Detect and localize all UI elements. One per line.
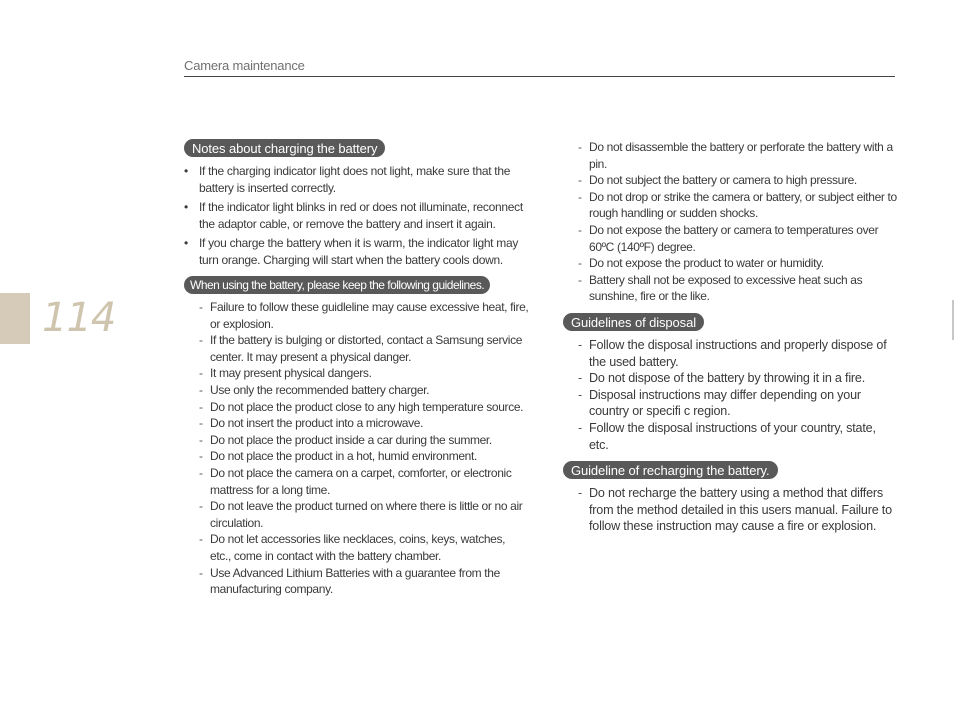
charging-notes-section — [184, 139, 529, 268]
page-number: 114 — [42, 295, 116, 341]
battery-guidelines-list — [199, 299, 529, 598]
list-item: - Do not expose the battery or camera to temperatures over 60ºC (140ºF) degree. — [578, 222, 898, 255]
disposal-section — [563, 313, 898, 453]
list-item: - Do not place the product in a hot, humid environment. — [199, 448, 529, 465]
list-item: - Use only the recommended battery charger. — [199, 382, 529, 399]
list-item: - Do not drop or strike the camera or battery, or subject either to rough handling or sudden shocks. — [578, 189, 898, 222]
recharging-heading: Guideline of recharging the battery. — [563, 461, 778, 479]
list-item: - Disposal instructions may differ depending on your country or specifi c region. — [578, 387, 898, 420]
charging-notes-heading: Notes about charging the battery — [184, 139, 385, 157]
list-item: - Do not insert the product into a microwave. — [199, 415, 529, 432]
list-item: - If the battery is bulging or distorted, contact a Samsung service center. It may present a physical danger. — [199, 332, 529, 365]
list-item: - Do not place the product inside a car during the summer. — [199, 432, 529, 449]
page-side-tab — [0, 293, 30, 344]
list-item: - Do not disassemble the battery or perforate the battery with a pin. — [578, 139, 898, 172]
left-column — [184, 139, 529, 598]
list-item: - Do not place the product close to any high temperature source. — [199, 399, 529, 416]
list-item: - Do not recharge the battery using a method that differs from the method detailed in this users manual. Failure to follow these instruction may cause a fire or explosion. — [578, 485, 898, 535]
disposal-list — [578, 337, 898, 453]
recharging-list — [578, 485, 898, 535]
list-item: - Do not subject the battery or camera to high pressure. — [578, 172, 898, 189]
charging-notes-list — [184, 163, 529, 268]
battery-guidelines-section — [184, 276, 529, 598]
list-item: - Do not let accessories like necklaces, coins, keys, watches, etc., come in contact with the battery chamber. — [199, 531, 529, 564]
list-item: - Failure to follow these guidleline may cause excessive heat, fire, or explosion. — [199, 299, 529, 332]
header-divider — [184, 76, 895, 77]
right-column — [563, 139, 898, 535]
list-item: - Use Advanced Lithium Batteries with a guarantee from the manufacturing company. — [199, 565, 529, 598]
list-item: - Follow the disposal instructions and properly dispose of the used battery. — [578, 337, 898, 370]
list-item: - Do not expose the product to water or humidity. — [578, 255, 898, 272]
section-header-label: Camera maintenance — [184, 58, 305, 73]
list-item: - Do not leave the product turned on where there is little or no air circulation. — [199, 498, 529, 531]
list-item: - Do not place the camera on a carpet, comforter, or electronic mattress for a long time. — [199, 465, 529, 498]
list-item: • If the charging indicator light does not light, make sure that the battery is inserted correctly. — [184, 163, 529, 196]
list-item: - Battery shall not be exposed to excessive heat such as sunshine, fire or the like. — [578, 272, 898, 305]
list-item: - It may present physical dangers. — [199, 365, 529, 382]
disposal-heading: Guidelines of disposal — [563, 313, 704, 331]
list-item: - Do not dispose of the battery by throwing it in a fire. — [578, 370, 898, 387]
list-item: • If the indicator light blinks in red or does not illuminate, reconnect the adaptor cable, or remove the battery and insert it again. — [184, 199, 529, 232]
recharging-section — [563, 461, 898, 535]
list-item: - Follow the disposal instructions of your country, state, etc. — [578, 420, 898, 453]
battery-guidelines-continued-list — [578, 139, 898, 305]
list-item: • If you charge the battery when it is warm, the indicator light may turn orange. Charging will start when the battery cools down. — [184, 235, 529, 268]
battery-guidelines-heading: When using the battery, please keep the following guidelines. — [184, 276, 490, 294]
